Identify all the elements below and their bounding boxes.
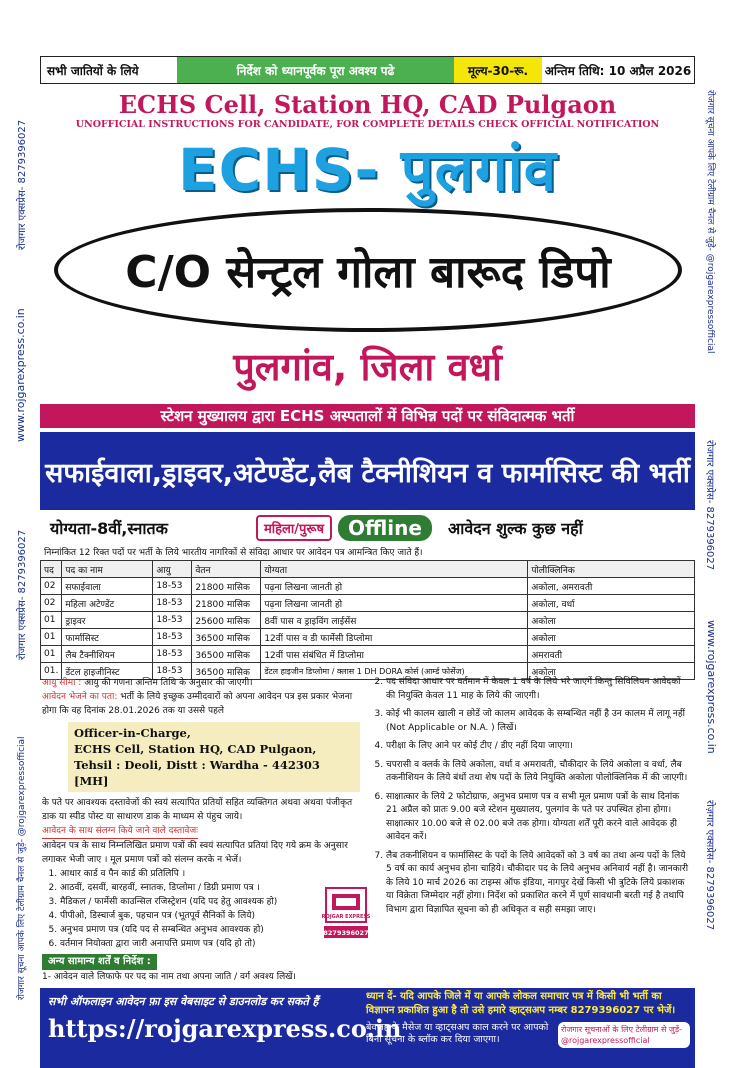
list-item: 1. आधार कार्ड व पैन कार्ड की प्रतिलिपि ।: [60, 867, 360, 881]
cell: 21800 मासिक: [192, 595, 261, 612]
mode-badge: Offline: [338, 515, 432, 541]
cell: डेंटल हाइजीनिस्ट: [62, 663, 153, 680]
cell: 36500 मासिक: [192, 629, 261, 646]
apply-paragraph: [42, 690, 360, 718]
qualification-row: [40, 512, 695, 544]
fee-label: आवेदन शुल्क कुछ नहीं: [447, 519, 583, 538]
age-paragraph: [42, 676, 360, 690]
side-text-left-low: रोजगार एक्सप्रेस- 8279396027: [17, 529, 28, 660]
cell: अकोला: [528, 663, 695, 680]
telegram-note: रोजगार सूचनाओं के लिए टेलीग्राम से जुड़ें- @rojgarexpressofficial: [558, 1022, 690, 1048]
big-title: ECHS- पुलगांव: [178, 136, 557, 204]
cell: 12वीं पास संबंधित में डिप्लोमा: [261, 646, 528, 663]
list-item: 2. आठवीं, दसवीं, बारहवीं, स्नातक, डिप्लोमा / डिग्री प्रमाण पत्र ।: [60, 881, 360, 895]
col-header: वेतन: [192, 561, 261, 578]
apply-label: आवेदन भेजने का पता:: [42, 692, 118, 702]
conditions-list: [370, 676, 692, 917]
org-title: ECHS Cell, Station HQ, CAD Pulgaon: [118, 90, 617, 119]
table-row: [41, 578, 695, 595]
qualification-label: योग्यता-8वीं,स्नातक: [50, 519, 168, 538]
offline-forms-note: सभी ऑफलाइन आवेदन फ़ा इस वेबसाइट से डाउनलोड कर सकते हैं: [48, 995, 319, 1008]
cell: ड्राइवर: [62, 612, 153, 629]
side-text-right-bottom: रोज़गार एक्सप्रेस- 8279396027: [704, 800, 715, 931]
vacancy-table: [40, 560, 695, 680]
cell: 01: [41, 629, 62, 646]
cell: फार्मासिस्ट: [62, 629, 153, 646]
all-castes-label: सभी जातियों के लिये: [47, 63, 139, 78]
cell: 25600 मासिक: [192, 612, 261, 629]
side-text-right-low: www.rojgarexpress.co.in: [705, 620, 718, 754]
list-item: 3. कोई भी कालम खाली न छोडें जो कालम आवेदक के सम्बन्धित नहीं है उन कालम में लागू नहीं (Not Applicable or N.A. ) लिखें।: [386, 708, 692, 735]
footer-bar: [40, 988, 695, 1068]
instruction-label: निर्देश को ध्यानपूर्वक पूरा अवश्य पढे: [177, 57, 454, 83]
cell: अमरावती: [528, 646, 695, 663]
cell: लैब टैक्नीशियन: [62, 646, 153, 663]
attention-text: ध्यान दें- यदि आपके जिले में या आपके लोकल समाचार पत्र में किसी भी भर्ती का विज्ञापन प्रकाशित हुआ है तो उसे हमारे व्हाट्सअप नम्बर 8279396027 पर भेजें।: [366, 991, 676, 1016]
cell: डेंटल हाइजीन डिप्लोमा / क्लास 1 DH DORA कोर्स (आर्म्ड फोर्सेज): [261, 663, 528, 680]
gender-badge: महिला/पुरूष: [256, 515, 332, 541]
general-conditions-heading: अन्य सामान्य शर्तें व निर्देश :: [42, 954, 157, 970]
general-first-item: 1- आवेदन वाले लिफाफे पर पद का नाम तथा अपना जाति / वर्ग अवश्य लिखें।: [42, 972, 296, 982]
cell: अकोला, वर्धा: [528, 595, 695, 612]
col-header: पोलीक्लिनिक: [528, 561, 695, 578]
side-text-left-bottom: रोजगार सूचना आपके लिए टेलीग्राम चैनल से जुड़े- @rojgarexpressofficial: [17, 736, 27, 1000]
cell: 18-53: [153, 612, 192, 629]
cell: 36500 मासिक: [192, 663, 261, 680]
price-label: मूल्य-30-रू.: [454, 57, 542, 83]
age-label: आयु सीमा :: [42, 678, 82, 688]
col-header: पद का नाम: [62, 561, 153, 578]
address-line: Officer-in-Charge,: [74, 726, 191, 740]
intro-text: निम्नांकित 12 रिक्त पदों पर भर्ती के लिये भारतीय नागरिकों से संविदा आधार पर आवेदन पत्र आमन्त्रित किए जाते हैं।: [44, 548, 423, 558]
list-item: 4. परीक्षा के लिए आने पर कोई टीए / डीए नहीं दिया जाएगा।: [386, 740, 692, 754]
cell: अकोला: [528, 629, 695, 646]
list-item: 5. अनुभव प्रमाण पत्र (यदि पद से सम्बन्धित अनुभव आवश्यक हो): [60, 923, 360, 937]
unofficial-note: UNOFFICIAL INSTRUCTIONS FOR CANDIDATE, FOR COMPLETE DETAILS CHECK OFFICIAL NOTIFICATION: [75, 119, 660, 130]
cell: 18-53: [153, 595, 192, 612]
block-warning: बेवजह के मैसेज या व्हाट्सअप काल करने पर आपको बिना सूचना के ब्लॉक कर दिया जाएगा।: [366, 1022, 549, 1045]
col-header: पद: [41, 561, 62, 578]
place-title: पुलगांव, जिला वर्धा: [233, 345, 502, 389]
documents-intro: आवेदन पत्र के साथ निम्नलिखित प्रमाण पत्रों की स्वयं सत्यापित प्रतियां दिए गये क्रम के अनुसार लगाकर भेजी जाए । मूल प्रमाण पत्रों को संलग्न करके न भेजें।: [42, 841, 348, 865]
depot-title: C/O सेन्ट्रल गोला बारूद डिपो: [125, 247, 611, 298]
rojgar-express-logo: [322, 886, 370, 942]
cell: 01: [41, 646, 62, 663]
cell: 36500 मासिक: [192, 646, 261, 663]
recruitment-banner: स्टेशन मुख्यालय द्वारा ECHS अस्पतालों में विभिन्न पदों पर संविदात्मक भर्ती: [40, 404, 695, 428]
cell: 18-53: [153, 629, 192, 646]
list-item: 6. वर्तमान नियोक्ता द्वारा जारी अनापत्ति प्रमाण पत्र (यदि हो तो): [60, 937, 360, 951]
list-item: 2. पद संविदा आधार पर वर्तमान में केवल 1 वर्ष के लिये भरे जाएगें किन्तु सिविलियन आवेदकों की नियुक्ति केवल 11 माह के लिये की जाएगी।: [386, 676, 692, 703]
side-text-left-mid: www.rojgarexpress.co.in: [14, 308, 27, 442]
side-text-left-top: रोजगार एक्सप्रेस- 8279396027: [17, 119, 28, 250]
cell: महिला अटेण्डेंट: [62, 595, 153, 612]
list-item: 4. पीपीओ, डिस्चार्ज बुक, पहचान पत्र (भूतपूर्व सैनिकों के लिये): [60, 909, 360, 923]
apply-text: भर्ती के लिये इच्छुक उम्मीदवारों को अपना आवेदन पत्र इस प्रकार भेजना होगा कि वह दिनांक 28.01.2026 तक या उससे पहले: [42, 692, 353, 716]
cell: 18-53: [153, 663, 192, 680]
table-row: [41, 612, 695, 629]
logo-name: ROJGAR EXPRESS: [322, 914, 370, 920]
cell: 18-53: [153, 578, 192, 595]
cell: 8वीं पास व ड्राइविंग लाईसेंस: [261, 612, 528, 629]
cell: 01.: [41, 663, 62, 680]
last-date-label: अन्तिम तिथि: 10 अप्रैल 2026: [544, 63, 692, 78]
table-header-row: [41, 561, 695, 578]
cell: अकोला: [528, 612, 695, 629]
list-item: 7. लैब तकनीशियन व फार्मासिस्ट के पदों के लिये आवेदकों को 3 वर्ष का तथा अन्य पदों के लिये 5 वर्ष का कार्य अनुभव होना चाहिये। चौकीदार पद के लिये अनुभव अनिवार्य नहीं है। जानकारी के लिये 10 मार्च 2026 का टाइम्स ऑफ इंडिया, नागपुर देखें किसी भी त्रुटिके लिये प्रकाशक या विक्रेता जिम्मेदार नहीं होगा। निर्देश को प्रकाशित करने में पूर्ण सावधानी बरती गई है तथापि विभाग द्वारा विज्ञापित सूचना को ही अधिकृत व सही समझा जाए।: [386, 850, 692, 918]
address-line: Tehsil : Deoli, Distt : Wardha - 442303 [MH]: [74, 758, 320, 788]
cell: 18-53: [153, 646, 192, 663]
documents-list: [42, 867, 360, 951]
cell: 21800 मासिक: [192, 578, 261, 595]
top-info-bar: [40, 56, 695, 84]
poster: [40, 56, 695, 1045]
address-line: ECHS Cell, Station HQ, CAD Pulgaon,: [74, 742, 317, 756]
cell: 01: [41, 612, 62, 629]
posts-banner: सफाईवाला,ड्राइवर,अटेण्डेंट,लैब टैक्नीशियन व फार्मासिस्ट की भर्ती: [40, 432, 695, 510]
right-column: [370, 676, 692, 922]
side-text-right-mid: रोजगार एक्सप्रेस- 8279396027: [704, 440, 715, 571]
table-row: [41, 646, 695, 663]
list-item: 6. साक्षात्कार के लिये 2 फोटोग्राफ, अनुभव प्रमाण पत्र व सभी मूल प्रमाण पत्रों के साथ दिनांक 21 अप्रैल को प्रातः 9.00 बजे स्टेशन मुख्यालय, पुलगांव के पते पर उपस्थित होना होगा। साक्षात्कार 10.00 बजे से 02.00 बजे तक होगा। योग्यता शर्तें पूरी करने वाले आवेदक ही आवेदन करें।: [386, 791, 692, 845]
address-box: [68, 722, 360, 792]
cell: 12वीं पास व डी फार्मेसी डिप्लोमा: [261, 629, 528, 646]
table-row: [41, 629, 695, 646]
logo-phone: 8279396027: [323, 929, 369, 937]
documents-heading: आवेदन के साथ संलग्न किये जाने वाले दस्तावेजः: [42, 824, 198, 839]
depot-ellipse: [54, 208, 682, 332]
side-text-right-top: रोजगार सूचना आपके लिए टेलीग्राम चैनल से जुड़े- @rojgarexpressofficial: [705, 90, 715, 354]
list-item: 3. मैडिकल / फार्मेसी काउन्सिल रजिस्ट्रेशन (यदि पद हेतु आवश्यक हो): [60, 895, 360, 909]
col-header: आयु: [153, 561, 192, 578]
website-link[interactable]: https://rojgarexpress.co.in: [48, 1014, 402, 1043]
cell: 02: [41, 595, 62, 612]
cell: सफाईवाला: [62, 578, 153, 595]
cell: पढ़ना लिखना जानती हो: [261, 578, 528, 595]
after-address-text: के पते पर आवश्यक दस्तावेजों की स्वयं सत्यापित प्रतियों सहित व्यक्तिगत अथवा अथवा पंजीकृत डाक या स्पीड पोस्ट या साधारण डाक के माध्यम से पंहुच जाये।: [42, 798, 353, 822]
list-item: 5. चपरासी व क्लर्क के लिये अकोला, वर्धा व अमरावती, चौकीदार के लिये अकोला व वर्धा, लैब तकनीशियन के लिये बंधों तथा शेष पदों के लिये नियुक्ति अकोला पोलोक्लिनिक में की जाएगी।: [386, 759, 692, 786]
col-header: योग्यता: [261, 561, 528, 578]
table-row: [41, 595, 695, 612]
attention-note: [366, 990, 690, 1018]
cell: 02: [41, 578, 62, 595]
cell: अकोला, अमरावती: [528, 578, 695, 595]
cell: पढ़ना लिखना जानती हो: [261, 595, 528, 612]
left-column: [42, 676, 360, 984]
age-text: आयु की गणना अन्तिम तिथि के अनुसार की जाएगी।: [84, 678, 253, 688]
